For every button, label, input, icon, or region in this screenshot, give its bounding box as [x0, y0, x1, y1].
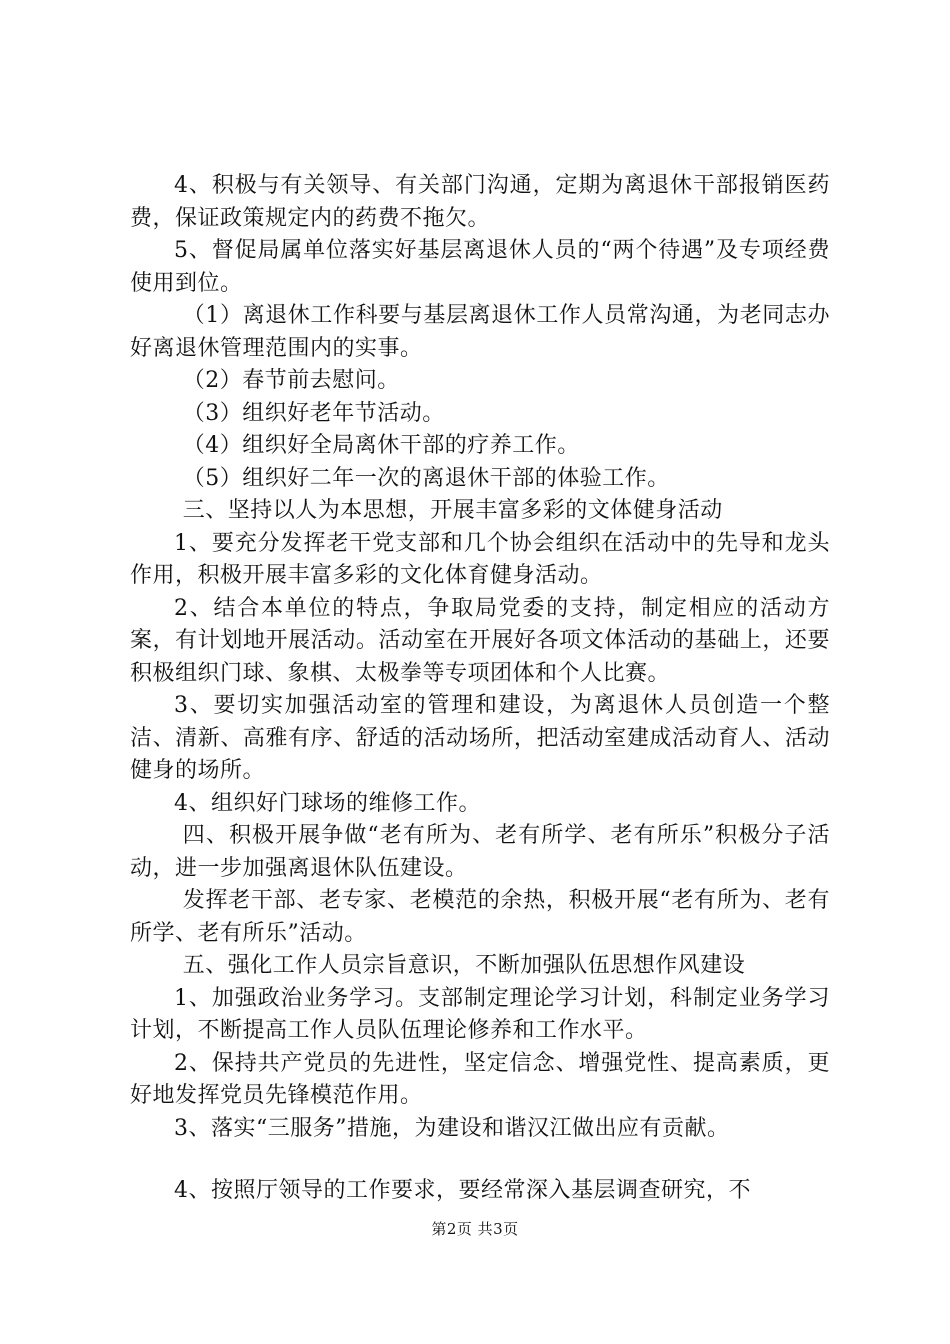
paragraph: （3）组织好老年节活动。 [182, 400, 445, 426]
paragraph: 4、积极与有关领导、有关部门沟通，定期为离退休干部报销医药费，保证政策规定内的药费不拖欠。 [130, 173, 830, 231]
document-body [130, 170, 830, 1208]
paragraph: 发挥老干部、老专家、老模范的余热，积极开展“老有所为、老有所学、老有所乐”活动。 [130, 888, 830, 946]
paragraph: 5、督促局属单位落实好基层离退休人员的“两个待遇”及专项经费使用到位。 [130, 238, 830, 296]
section-heading: 四、积极开展争做“老有所为、老有所学、老有所乐”积极分子活动，进一步加强离退休队伍建设。 [130, 823, 830, 881]
paragraph: 4、按照厅领导的工作要求，要经常深入基层调查研究，不 [174, 1178, 751, 1203]
paragraph: （5）组织好二年一次的离退休干部的体验工作。 [182, 465, 670, 491]
section-heading: 五、强化工作人员宗旨意识，不断加强队伍思想作风建设 [182, 953, 746, 978]
paragraph: 3、要切实加强活动室的管理和建设，为离退休人员创造一个整洁、清新、高雅有序、舒适的活动场所，把活动室建成活动育人、活动健身的场所。 [130, 693, 830, 783]
paragraph: 4、组织好门球场的维修工作。 [174, 790, 481, 816]
section-heading: 三、坚持以人为本思想，开展丰富多彩的文体健身活动 [182, 498, 723, 523]
paragraph: 3、落实“三服务”措施，为建设和谐汉江做出应有贡献。 [174, 1115, 730, 1141]
paragraph: 1、要充分发挥老干党支部和几个协会组织在活动中的先导和龙头作用，积极开展丰富多彩的文化体育健身活动。 [130, 530, 830, 588]
page-number-footer: 第2页 共3页 [431, 1220, 519, 1238]
paragraph: 1、加强政治业务学习。支部制定理论学习计划，科制定业务学习计划，不断提高工作人员队伍理论修养和工作水平。 [130, 985, 830, 1043]
paragraph: 2、结合本单位的特点，争取局党委的支持，制定相应的活动方案，有计划地开展活动。活动室在开展好各项文体活动的基础上，还要积极组织门球、象棋、太极拳等专项团体和个人比赛。 [130, 595, 830, 686]
paragraph: （4）组织好全局离休干部的疗养工作。 [182, 433, 580, 458]
paragraph: （2）春节前去慰问。 [182, 368, 400, 393]
paragraph: 2、保持共产党员的先进性，坚定信念、增强党性、提高素质，更好地发挥党员先锋模范作用。 [130, 1050, 830, 1108]
paragraph: （1）离退休工作科要与基层离退休工作人员常沟通，为老同志办好离退休管理范围内的实事。 [130, 303, 830, 361]
